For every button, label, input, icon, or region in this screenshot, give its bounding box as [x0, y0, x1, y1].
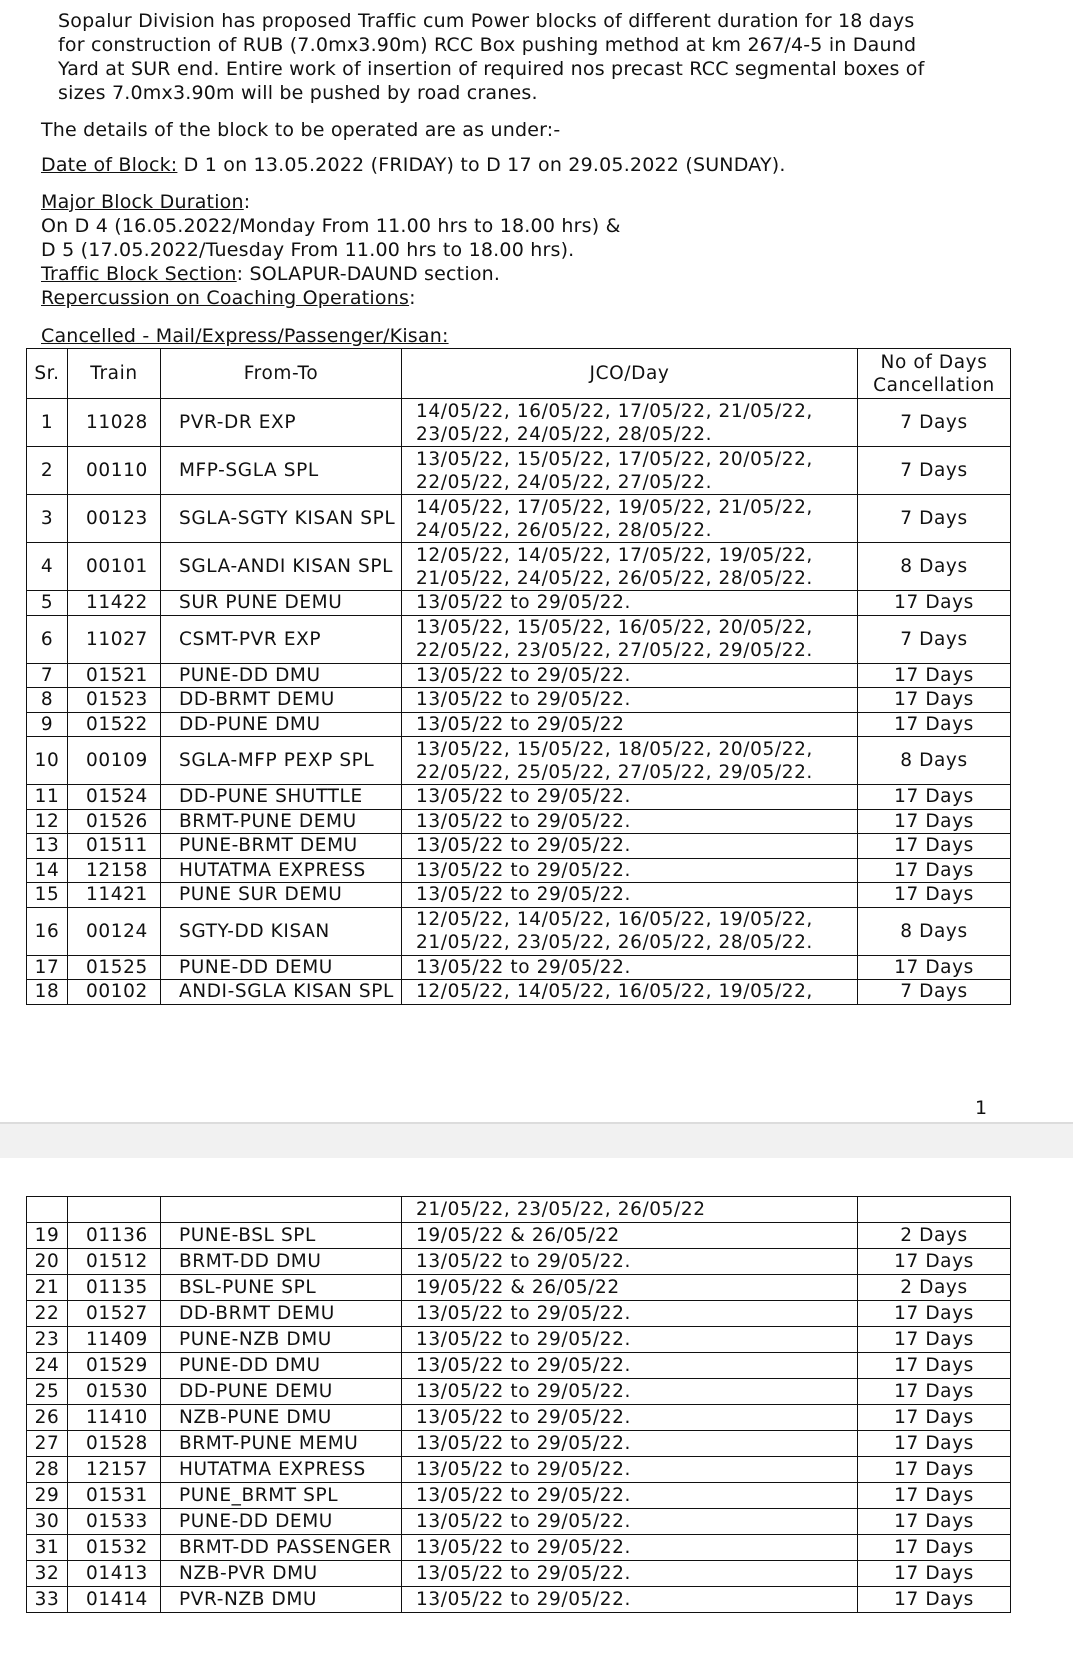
cell-from-to: PUNE-DD DEMU [161, 955, 402, 980]
cell-jco-day: 13/05/22 to 29/05/22. [402, 1301, 858, 1327]
major-line-1: On D 4 (16.05.2022/Monday From 11.00 hrs to 18.00 hrs) & [41, 215, 621, 237]
cell-from-to: DD-PUNE DEMU [161, 1379, 402, 1405]
header-sr: Sr. [27, 349, 68, 399]
cell-no-of-days: 17 Days [858, 1353, 1011, 1379]
cell-no-of-days: 8 Days [858, 907, 1011, 955]
cell-sr: 3 [27, 495, 68, 543]
cell-jco-day: 21/05/22, 23/05/22, 26/05/22 [402, 1197, 858, 1223]
header-no-of-days: No of Days Cancellation [858, 349, 1011, 399]
table-body-page-2 [27, 1197, 1011, 1613]
cell-jco-day: 14/05/22, 16/05/22, 17/05/22, 21/05/22, 23/05/22, 24/05/22, 28/05/22. [402, 399, 858, 447]
cell-train: 11027 [68, 615, 161, 663]
table-row [27, 1431, 1011, 1457]
cell-from-to [161, 1197, 402, 1223]
cell-jco-day: 13/05/22 to 29/05/22. [402, 955, 858, 980]
cell-no-of-days: 17 Days [858, 1561, 1011, 1587]
cancelled-trains-table [26, 348, 1011, 1005]
repercussion-label: Repercussion on Coaching Operations [41, 287, 410, 309]
table-row [27, 1301, 1011, 1327]
cell-sr: 21 [27, 1275, 68, 1301]
table-row [27, 809, 1011, 834]
cell-sr: 18 [27, 980, 68, 1005]
cell-from-to: HUTATMA EXPRESS [161, 858, 402, 883]
document-page-2 [0, 1158, 1073, 1662]
cell-no-of-days: 8 Days [858, 737, 1011, 785]
intro-line-1: Sopalur Division has proposed Traffic cum Power blocks of different duration for 18 days [58, 10, 915, 32]
cell-train: 01527 [68, 1301, 161, 1327]
intro-line-2: for construction of RUB (7.0mx3.90m) RCC Box pushing method at km 267/4-5 in Daund [58, 34, 917, 56]
cell-train: 01525 [68, 955, 161, 980]
cell-no-of-days: 17 Days [858, 1483, 1011, 1509]
traffic-value: : SOLAPUR-DAUND section. [236, 263, 501, 285]
cell-jco-day: 13/05/22 to 29/05/22. [402, 1535, 858, 1561]
table-row [27, 712, 1011, 737]
cell-no-of-days: 7 Days [858, 980, 1011, 1005]
cell-from-to: BRMT-DD PASSENGER [161, 1535, 402, 1561]
table-body-page-1 [27, 399, 1011, 1005]
table-row [27, 1223, 1011, 1249]
cell-no-of-days: 17 Days [858, 1457, 1011, 1483]
cell-sr: 26 [27, 1405, 68, 1431]
cell-sr: 10 [27, 737, 68, 785]
table-row [27, 785, 1011, 810]
cell-sr: 13 [27, 834, 68, 859]
table-row [27, 1509, 1011, 1535]
cell-train: 01531 [68, 1483, 161, 1509]
cell-jco-day: 13/05/22 to 29/05/22. [402, 785, 858, 810]
traffic-label: Traffic Block Section [41, 263, 237, 285]
cell-jco-day: 13/05/22 to 29/05/22. [402, 858, 858, 883]
cell-jco-day: 13/05/22, 15/05/22, 17/05/22, 20/05/22, 22/05/22, 24/05/22, 27/05/22. [402, 447, 858, 495]
cell-train: 11421 [68, 883, 161, 908]
table-row [27, 1457, 1011, 1483]
cell-jco-day: 12/05/22, 14/05/22, 16/05/22, 19/05/22, 21/05/22, 23/05/22, 26/05/22, 28/05/22. [402, 907, 858, 955]
table-row [27, 907, 1011, 955]
cancelled-trains-table-continued [26, 1196, 1011, 1613]
table-row [27, 1405, 1011, 1431]
cell-sr: 32 [27, 1561, 68, 1587]
cell-train: 01526 [68, 809, 161, 834]
cell-no-of-days: 17 Days [858, 834, 1011, 859]
cell-from-to: SGLA-MFP PEXP SPL [161, 737, 402, 785]
cell-from-to: SGLA-SGTY KISAN SPL [161, 495, 402, 543]
cell-jco-day: 13/05/22 to 29/05/22. [402, 1587, 858, 1613]
cell-sr: 11 [27, 785, 68, 810]
intro-line-4: sizes 7.0mx3.90m will be pushed by road cranes. [58, 82, 538, 104]
page-number: 1 [975, 1097, 988, 1119]
cell-jco-day: 13/05/22 to 29/05/22. [402, 688, 858, 713]
cell-sr: 27 [27, 1431, 68, 1457]
table-row [27, 399, 1011, 447]
cell-train: 01532 [68, 1535, 161, 1561]
table-row [27, 447, 1011, 495]
cell-from-to: BSL-PUNE SPL [161, 1275, 402, 1301]
cell-train: 01413 [68, 1561, 161, 1587]
cell-from-to: PVR-NZB DMU [161, 1587, 402, 1613]
cell-sr: 15 [27, 883, 68, 908]
table-row [27, 1379, 1011, 1405]
cell-from-to: PUNE-DD DMU [161, 1353, 402, 1379]
cell-train: 00124 [68, 907, 161, 955]
header-from-to: From-To [161, 349, 402, 399]
table-row [27, 883, 1011, 908]
table-row [27, 1353, 1011, 1379]
cell-jco-day: 12/05/22, 14/05/22, 17/05/22, 19/05/22, 21/05/22, 24/05/22, 26/05/22, 28/05/22. [402, 543, 858, 591]
cell-jco-day: 14/05/22, 17/05/22, 19/05/22, 21/05/22, 24/05/22, 26/05/22, 28/05/22. [402, 495, 858, 543]
cell-no-of-days: 7 Days [858, 399, 1011, 447]
cell-no-of-days: 17 Days [858, 1431, 1011, 1457]
cell-train: 01511 [68, 834, 161, 859]
header-jco-day: JCO/Day [402, 349, 858, 399]
table-row [27, 615, 1011, 663]
cell-train: 12158 [68, 858, 161, 883]
cell-jco-day: 13/05/22 to 29/05/22. [402, 809, 858, 834]
cell-from-to: BRMT-DD DMU [161, 1249, 402, 1275]
cell-from-to: DD-PUNE DMU [161, 712, 402, 737]
cell-jco-day: 12/05/22, 14/05/22, 16/05/22, 19/05/22, [402, 980, 858, 1005]
cell-no-of-days: 8 Days [858, 543, 1011, 591]
cell-train: 01512 [68, 1249, 161, 1275]
cell-train: 11410 [68, 1405, 161, 1431]
cell-jco-day: 13/05/22 to 29/05/22. [402, 1431, 858, 1457]
major-block-heading [41, 190, 250, 215]
cell-jco-day: 13/05/22 to 29/05/22 [402, 712, 858, 737]
cell-train: 01522 [68, 712, 161, 737]
cell-sr: 29 [27, 1483, 68, 1509]
cell-no-of-days: 17 Days [858, 785, 1011, 810]
cell-from-to: NZB-PUNE DMU [161, 1405, 402, 1431]
cell-train: 11422 [68, 591, 161, 616]
cell-train: 00110 [68, 447, 161, 495]
cell-jco-day: 13/05/22 to 29/05/22. [402, 591, 858, 616]
cell-train: 01533 [68, 1509, 161, 1535]
cell-sr: 28 [27, 1457, 68, 1483]
cell-sr: 14 [27, 858, 68, 883]
table-row [27, 1587, 1011, 1613]
cell-train: 01521 [68, 663, 161, 688]
cell-train: 00109 [68, 737, 161, 785]
table-row [27, 1535, 1011, 1561]
cell-no-of-days: 2 Days [858, 1223, 1011, 1249]
table-row [27, 834, 1011, 859]
cell-from-to: HUTATMA EXPRESS [161, 1457, 402, 1483]
cell-no-of-days: 7 Days [858, 615, 1011, 663]
cell-jco-day: 13/05/22 to 29/05/22. [402, 883, 858, 908]
cell-from-to: DD-PUNE SHUTTLE [161, 785, 402, 810]
major-colon: : [243, 191, 251, 213]
cell-sr: 5 [27, 591, 68, 616]
cell-train: 11028 [68, 399, 161, 447]
table-row [27, 1249, 1011, 1275]
cell-from-to: SGTY-DD KISAN [161, 907, 402, 955]
cell-jco-day: 19/05/22 & 26/05/22 [402, 1275, 858, 1301]
repercussion-colon: : [409, 287, 416, 309]
cell-train: 12157 [68, 1457, 161, 1483]
cell-no-of-days: 7 Days [858, 447, 1011, 495]
table-row [27, 737, 1011, 785]
cell-from-to: PUNE-DD DMU [161, 663, 402, 688]
cell-sr: 19 [27, 1223, 68, 1249]
cell-sr: 17 [27, 955, 68, 980]
table-row [27, 543, 1011, 591]
date-value: D 1 on 13.05.2022 (FRIDAY) to D 17 on 29.05.2022 (SUNDAY). [177, 154, 786, 176]
cell-from-to: MFP-SGLA SPL [161, 447, 402, 495]
cell-from-to: SUR PUNE DEMU [161, 591, 402, 616]
cell-train: 01528 [68, 1431, 161, 1457]
cell-from-to: PVR-DR EXP [161, 399, 402, 447]
cell-no-of-days: 17 Days [858, 1379, 1011, 1405]
table-row [27, 1197, 1011, 1223]
cell-no-of-days: 17 Days [858, 858, 1011, 883]
cell-jco-day: 13/05/22 to 29/05/22. [402, 1405, 858, 1431]
cell-from-to: PUNE-BRMT DEMU [161, 834, 402, 859]
cell-train: 01523 [68, 688, 161, 713]
cell-sr: 24 [27, 1353, 68, 1379]
cell-sr: 1 [27, 399, 68, 447]
cell-jco-day: 13/05/22 to 29/05/22. [402, 663, 858, 688]
cell-no-of-days: 17 Days [858, 712, 1011, 737]
cell-sr: 6 [27, 615, 68, 663]
major-line-2: D 5 (17.05.2022/Tuesday From 11.00 hrs to 18.00 hrs). [41, 239, 575, 261]
cell-no-of-days [858, 1197, 1011, 1223]
page-gap [0, 1122, 1073, 1160]
cell-from-to: PUNE-BSL SPL [161, 1223, 402, 1249]
details-line: The details of the block to be operated are as under:- [41, 119, 561, 141]
table-row [27, 1275, 1011, 1301]
cell-no-of-days: 17 Days [858, 809, 1011, 834]
cell-jco-day: 13/05/22 to 29/05/22. [402, 1379, 858, 1405]
cell-jco-day: 13/05/22 to 29/05/22. [402, 1327, 858, 1353]
cell-jco-day: 13/05/22 to 29/05/22. [402, 1457, 858, 1483]
cell-no-of-days: 17 Days [858, 1587, 1011, 1613]
cell-sr: 7 [27, 663, 68, 688]
date-label: Date of Block: [41, 154, 178, 176]
cell-no-of-days: 17 Days [858, 883, 1011, 908]
cell-sr: 12 [27, 809, 68, 834]
cell-train: 00102 [68, 980, 161, 1005]
cell-no-of-days: 17 Days [858, 1327, 1011, 1353]
cell-from-to: DD-BRMT DEMU [161, 1301, 402, 1327]
table-row [27, 980, 1011, 1005]
cell-from-to: CSMT-PVR EXP [161, 615, 402, 663]
header-train: Train [68, 349, 161, 399]
table-row [27, 1561, 1011, 1587]
cell-no-of-days: 17 Days [858, 591, 1011, 616]
cell-train: 01530 [68, 1379, 161, 1405]
cancelled-heading: Cancelled - Mail/Express/Passenger/Kisan: [41, 325, 449, 347]
cell-jco-day: 19/05/22 & 26/05/22 [402, 1223, 858, 1249]
cell-no-of-days: 17 Days [858, 688, 1011, 713]
cell-sr: 33 [27, 1587, 68, 1613]
cell-from-to: PUNE SUR DEMU [161, 883, 402, 908]
table-row [27, 688, 1011, 713]
cell-train: 01524 [68, 785, 161, 810]
table-row [27, 663, 1011, 688]
table-row [27, 495, 1011, 543]
table-row [27, 1327, 1011, 1353]
cell-jco-day: 13/05/22 to 29/05/22. [402, 1509, 858, 1535]
cell-sr: 25 [27, 1379, 68, 1405]
cell-from-to: BRMT-PUNE DEMU [161, 809, 402, 834]
cell-sr: 9 [27, 712, 68, 737]
cell-no-of-days: 17 Days [858, 1301, 1011, 1327]
cell-from-to: PUNE_BRMT SPL [161, 1483, 402, 1509]
table-row [27, 858, 1011, 883]
cell-train: 11409 [68, 1327, 161, 1353]
cell-no-of-days: 7 Days [858, 495, 1011, 543]
cell-jco-day: 13/05/22 to 29/05/22. [402, 1249, 858, 1275]
cell-from-to: ANDI-SGLA KISAN SPL [161, 980, 402, 1005]
cell-no-of-days: 2 Days [858, 1275, 1011, 1301]
cell-train: 01136 [68, 1223, 161, 1249]
cell-train: 01135 [68, 1275, 161, 1301]
cell-jco-day: 13/05/22, 15/05/22, 18/05/22, 20/05/22, 22/05/22, 25/05/22, 27/05/22, 29/05/22. [402, 737, 858, 785]
cell-from-to: PUNE-DD DEMU [161, 1509, 402, 1535]
cell-sr: 23 [27, 1327, 68, 1353]
major-label: Major Block Duration [41, 191, 244, 213]
cell-no-of-days: 17 Days [858, 1405, 1011, 1431]
cell-train: 00123 [68, 495, 161, 543]
repercussion-heading [41, 286, 416, 311]
cell-jco-day: 13/05/22 to 29/05/22. [402, 1561, 858, 1587]
cell-no-of-days: 17 Days [858, 1249, 1011, 1275]
cell-train: 00101 [68, 543, 161, 591]
cell-jco-day: 13/05/22 to 29/05/22. [402, 1483, 858, 1509]
cell-sr: 30 [27, 1509, 68, 1535]
cell-sr: 31 [27, 1535, 68, 1561]
cell-train: 01414 [68, 1587, 161, 1613]
cell-jco-day: 13/05/22, 15/05/22, 16/05/22, 20/05/22, 22/05/22, 23/05/22, 27/05/22, 29/05/22. [402, 615, 858, 663]
cell-no-of-days: 17 Days [858, 1509, 1011, 1535]
cell-train: 01529 [68, 1353, 161, 1379]
cell-from-to: DD-BRMT DEMU [161, 688, 402, 713]
table-header-row [27, 349, 1011, 399]
cell-sr: 16 [27, 907, 68, 955]
cell-sr: 22 [27, 1301, 68, 1327]
date-of-block [41, 153, 786, 178]
cell-no-of-days: 17 Days [858, 1535, 1011, 1561]
cell-no-of-days: 17 Days [858, 955, 1011, 980]
cell-train [68, 1197, 161, 1223]
cell-jco-day: 13/05/22 to 29/05/22. [402, 834, 858, 859]
cell-sr: 20 [27, 1249, 68, 1275]
table-row [27, 955, 1011, 980]
intro-line-3: Yard at SUR end. Entire work of insertion of required nos precast RCC segmental boxes of [58, 58, 925, 80]
cell-sr: 4 [27, 543, 68, 591]
cell-sr [27, 1197, 68, 1223]
cell-sr: 2 [27, 447, 68, 495]
cell-sr: 8 [27, 688, 68, 713]
cell-from-to: PUNE-NZB DMU [161, 1327, 402, 1353]
table-row [27, 1483, 1011, 1509]
cell-from-to: NZB-PVR DMU [161, 1561, 402, 1587]
cell-from-to: SGLA-ANDI KISAN SPL [161, 543, 402, 591]
traffic-block-section [41, 262, 500, 287]
cell-jco-day: 13/05/22 to 29/05/22. [402, 1353, 858, 1379]
cell-no-of-days: 17 Days [858, 663, 1011, 688]
cell-from-to: BRMT-PUNE MEMU [161, 1431, 402, 1457]
table-row [27, 591, 1011, 616]
